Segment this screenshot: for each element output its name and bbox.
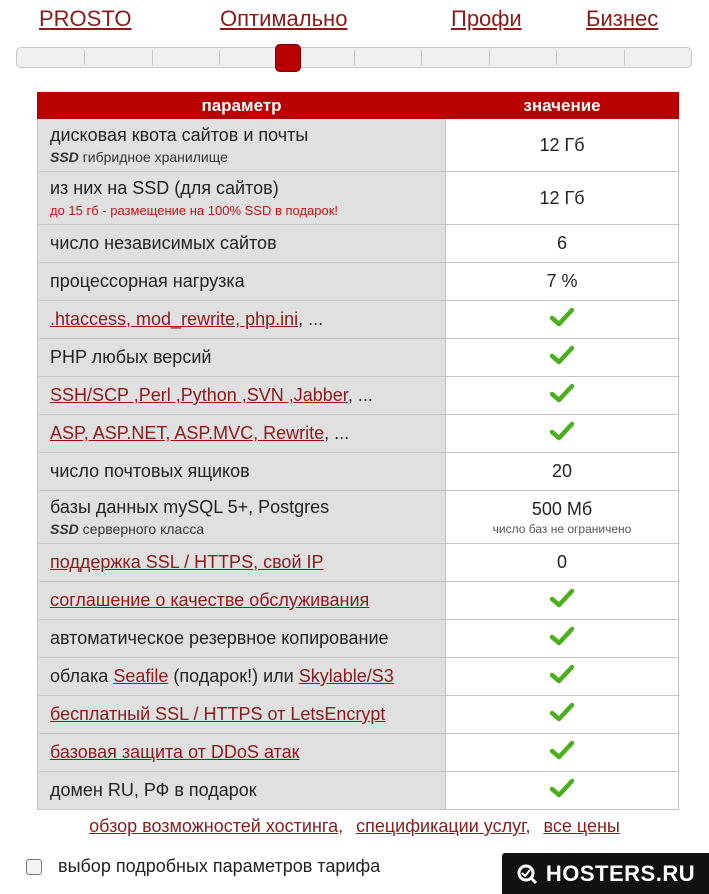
param-cell xyxy=(38,119,446,172)
param-cell xyxy=(38,772,446,810)
check-icon xyxy=(550,740,574,765)
tab-biznes[interactable]: Бизнес xyxy=(586,6,659,31)
table-row xyxy=(38,415,679,453)
param-subtext xyxy=(50,149,445,165)
table-row xyxy=(38,582,679,620)
check-icon xyxy=(550,702,574,727)
value-cell xyxy=(446,453,679,491)
value-cell xyxy=(446,696,679,734)
table-row xyxy=(38,658,679,696)
header-param: параметр xyxy=(38,93,446,119)
param-cell xyxy=(38,339,446,377)
param-cell xyxy=(38,658,446,696)
param-value: 12 Гб xyxy=(539,134,585,155)
param-cell xyxy=(38,734,446,772)
param-link[interactable]: бесплатный SSL / HTTPS от LetsEncrypt xyxy=(50,704,386,724)
hosters-logo[interactable] xyxy=(502,853,709,894)
table-row xyxy=(38,453,679,491)
param-value: 500 Мб xyxy=(531,498,593,519)
tab-optimalno[interactable]: Оптимально xyxy=(220,6,348,31)
param-cell xyxy=(38,453,446,491)
check-icon xyxy=(550,307,574,332)
table-row xyxy=(38,301,679,339)
detailed-params-checkbox[interactable] xyxy=(26,859,42,875)
value-cell xyxy=(446,377,679,415)
table-row xyxy=(38,172,679,225)
value-cell xyxy=(446,658,679,696)
value-cell xyxy=(446,225,679,263)
param-label: число независимых сайтов xyxy=(50,233,277,253)
slider-tick xyxy=(152,50,153,65)
subtext-desc: серверного класса xyxy=(78,521,205,537)
param-link[interactable]: ASP, ASP.NET, ASP.MVC, Rewrite xyxy=(50,423,325,443)
table-row xyxy=(38,119,679,172)
check-icon xyxy=(550,345,574,370)
value-cell xyxy=(446,172,679,225)
link-hosting-overview[interactable]: обзор возможностей хостинга, xyxy=(89,816,344,836)
value-cell xyxy=(446,263,679,301)
ssd-label: SSD xyxy=(50,521,79,537)
param-cell xyxy=(38,582,446,620)
param-cell xyxy=(38,225,446,263)
param-cell xyxy=(38,620,446,658)
param-label: (подарок!) или xyxy=(168,666,299,686)
tab-prosto[interactable]: PROSTO xyxy=(39,6,132,31)
param-label: из них на SSD (для сайтов) xyxy=(50,178,279,198)
param-link[interactable]: Seafile xyxy=(113,666,169,686)
param-link[interactable]: поддержка SSL / HTTPS, свой IP xyxy=(50,552,324,572)
plan-tabs xyxy=(0,6,709,36)
value-cell xyxy=(446,582,679,620)
check-icon xyxy=(550,383,574,408)
param-suffix: , ... xyxy=(347,385,373,405)
param-label: облака xyxy=(50,666,114,686)
params-table xyxy=(37,92,679,810)
table-row xyxy=(38,620,679,658)
table-row xyxy=(38,772,679,810)
param-value: 6 xyxy=(556,233,567,253)
table-row xyxy=(38,544,679,582)
param-label: число почтовых ящиков xyxy=(50,461,250,481)
check-icon xyxy=(550,588,574,613)
param-cell xyxy=(38,377,446,415)
param-cell xyxy=(38,544,446,582)
slider-tick xyxy=(84,50,85,65)
plan-slider[interactable] xyxy=(16,47,692,68)
slider-tick xyxy=(489,50,490,65)
detailed-params-label: выбор подробных параметров тарифа xyxy=(58,856,381,876)
slider-tick xyxy=(421,50,422,65)
param-value: 7 % xyxy=(546,271,578,291)
value-cell xyxy=(446,772,679,810)
param-link[interactable]: .htaccess, mod_rewrite, php.ini xyxy=(50,309,299,329)
param-cell xyxy=(38,172,446,225)
link-all-prices[interactable]: все цены xyxy=(543,816,620,836)
promo-note: до 15 гб - размещение на 100% SSD в подарок! xyxy=(50,203,339,218)
value-cell xyxy=(446,620,679,658)
table-row xyxy=(38,339,679,377)
value-cell xyxy=(446,491,679,544)
footer-links xyxy=(0,816,709,837)
slider-tick xyxy=(354,50,355,65)
check-icon xyxy=(550,664,574,689)
table-row xyxy=(38,377,679,415)
param-value: 0 xyxy=(556,552,567,572)
subtext-desc: гибридное хранилище xyxy=(78,149,228,165)
table-row xyxy=(38,696,679,734)
param-label: дисковая квота сайтов и почты xyxy=(50,125,309,145)
slider-tick xyxy=(219,50,220,65)
param-cell xyxy=(38,415,446,453)
param-label: базы данных mySQL 5+, Postgres xyxy=(50,497,330,517)
param-link[interactable]: SSH/SCP ,Perl ,Python ,SVN ,Jabber xyxy=(50,385,348,405)
param-cell xyxy=(38,696,446,734)
value-cell xyxy=(446,119,679,172)
param-link[interactable]: соглашение о качестве обслуживания xyxy=(50,590,370,610)
param-suffix: , ... xyxy=(298,309,324,329)
logo-text: HOSTERS.RU xyxy=(545,860,696,886)
value-cell xyxy=(446,415,679,453)
table-row xyxy=(38,491,679,544)
param-link[interactable]: базовая защита от DDoS атак xyxy=(50,742,300,762)
value-cell xyxy=(446,544,679,582)
check-icon xyxy=(550,778,574,803)
tab-profi[interactable]: Профи xyxy=(451,6,522,31)
table-row xyxy=(38,734,679,772)
param-cell xyxy=(38,491,446,544)
header-value: значение xyxy=(446,93,679,119)
value-note: число баз не ограничено xyxy=(492,521,632,536)
check-icon xyxy=(550,421,574,446)
value-cell xyxy=(446,734,679,772)
param-value: 20 xyxy=(551,461,573,481)
param-label: домен RU, РФ в подарок xyxy=(50,780,257,800)
param-value: 12 Гб xyxy=(539,187,585,208)
check-icon xyxy=(550,626,574,651)
param-cell xyxy=(38,301,446,339)
slider-tick xyxy=(624,50,625,65)
detailed-params-option[interactable] xyxy=(26,856,380,877)
slider-handle[interactable] xyxy=(275,44,301,72)
param-suffix: , ... xyxy=(324,423,350,443)
param-subtext xyxy=(50,521,445,537)
ssd-label: SSD xyxy=(50,149,79,165)
slider-tick xyxy=(556,50,557,65)
table-row xyxy=(38,263,679,301)
table-row xyxy=(38,225,679,263)
search-chat-icon xyxy=(516,863,538,885)
param-label: автоматическое резервное копирование xyxy=(50,628,389,648)
param-link[interactable]: Skylable/S3 xyxy=(298,666,394,686)
value-cell xyxy=(446,339,679,377)
param-label: процессорная нагрузка xyxy=(50,271,245,291)
param-label: PHP любых версий xyxy=(50,347,212,367)
value-cell xyxy=(446,301,679,339)
link-service-specs[interactable]: спецификации услуг, xyxy=(356,816,531,836)
param-cell xyxy=(38,263,446,301)
